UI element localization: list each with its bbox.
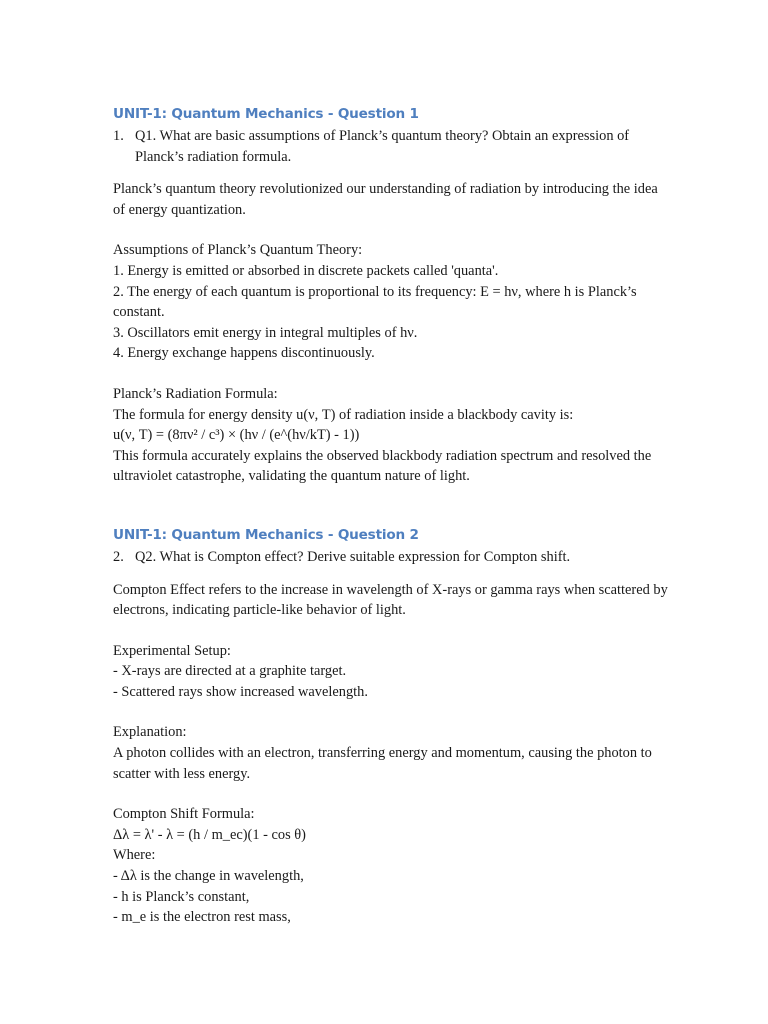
question-1-item: [113, 126, 673, 167]
compton-formula: Δλ = λ' - λ = (h / m_ec)(1 - cos θ): [113, 826, 306, 843]
shift-title: Compton Shift Formula:: [113, 806, 255, 823]
assumption-item: 1. Energy is emitted or absorbed in discrete packets called 'quanta'.: [113, 262, 499, 279]
document-page: [113, 104, 673, 928]
explanation-text: A photon collides with an electron, transferring energy and momentum, causing the photon to scatter with less energy.: [113, 745, 652, 782]
setup-item: - Scattered rays show increased wavelength.: [113, 683, 368, 700]
question-1-text: Q1. What are basic assumptions of Planck’s quantum theory? Obtain an expression of Planck’s radiation formula.: [135, 128, 630, 165]
question-2-text: Q2. What is Compton effect? Derive suitable expression for Compton shift.: [135, 548, 571, 565]
section-2-heading: UNIT-1: Quantum Mechanics - Question 2: [113, 526, 419, 543]
setup-item: - X-rays are directed at a graphite target.: [113, 663, 347, 680]
where-item: - m_e is the electron rest mass,: [113, 909, 291, 926]
assumptions-title: Assumptions of Planck’s Quantum Theory:: [113, 242, 363, 259]
section-1-intro: Planck’s quantum theory revolutionized our understanding of radiation by introducing the idea of energy quantization.: [113, 181, 658, 218]
question-2-number: 2.: [113, 548, 124, 565]
question-2-item: [113, 547, 673, 568]
assumption-item: 4. Energy exchange happens discontinuously.: [113, 345, 375, 362]
section-1-heading: UNIT-1: Quantum Mechanics - Question 1: [113, 106, 419, 122]
assumption-item: 3. Oscillators emit energy in integral multiples of hν.: [113, 324, 418, 341]
setup-title: Experimental Setup:: [113, 642, 231, 659]
where-item: - h is Planck’s constant,: [113, 888, 250, 905]
explanation-title: Explanation:: [113, 724, 187, 741]
assumption-item: 2. The energy of each quantum is proportional to its frequency: E = hν, where h is Planck’s constant.: [113, 283, 637, 321]
question-1-number: 1.: [113, 128, 124, 144]
formula-title: Planck’s Radiation Formula:: [113, 385, 278, 402]
where-item: - Δλ is the change in wavelength,: [113, 868, 304, 885]
formula-intro: The formula for energy density u(ν, T) of radiation inside a blackbody cavity is:: [113, 406, 574, 423]
section-2-intro: Compton Effect refers to the increase in wavelength of X-rays or gamma rays when scattered by electrons, indicating particle-like behavior of light.: [113, 581, 668, 619]
formula-conclusion: This formula accurately explains the observed blackbody radiation spectrum and resolved the ultraviolet catastrophe, validating the quantum nature of light.: [113, 447, 652, 485]
where-label: Where:: [113, 847, 156, 864]
planck-formula: u(ν, T) = (8πν² / c³) × (hν / (e^(hν/kT) - 1)): [113, 427, 360, 444]
